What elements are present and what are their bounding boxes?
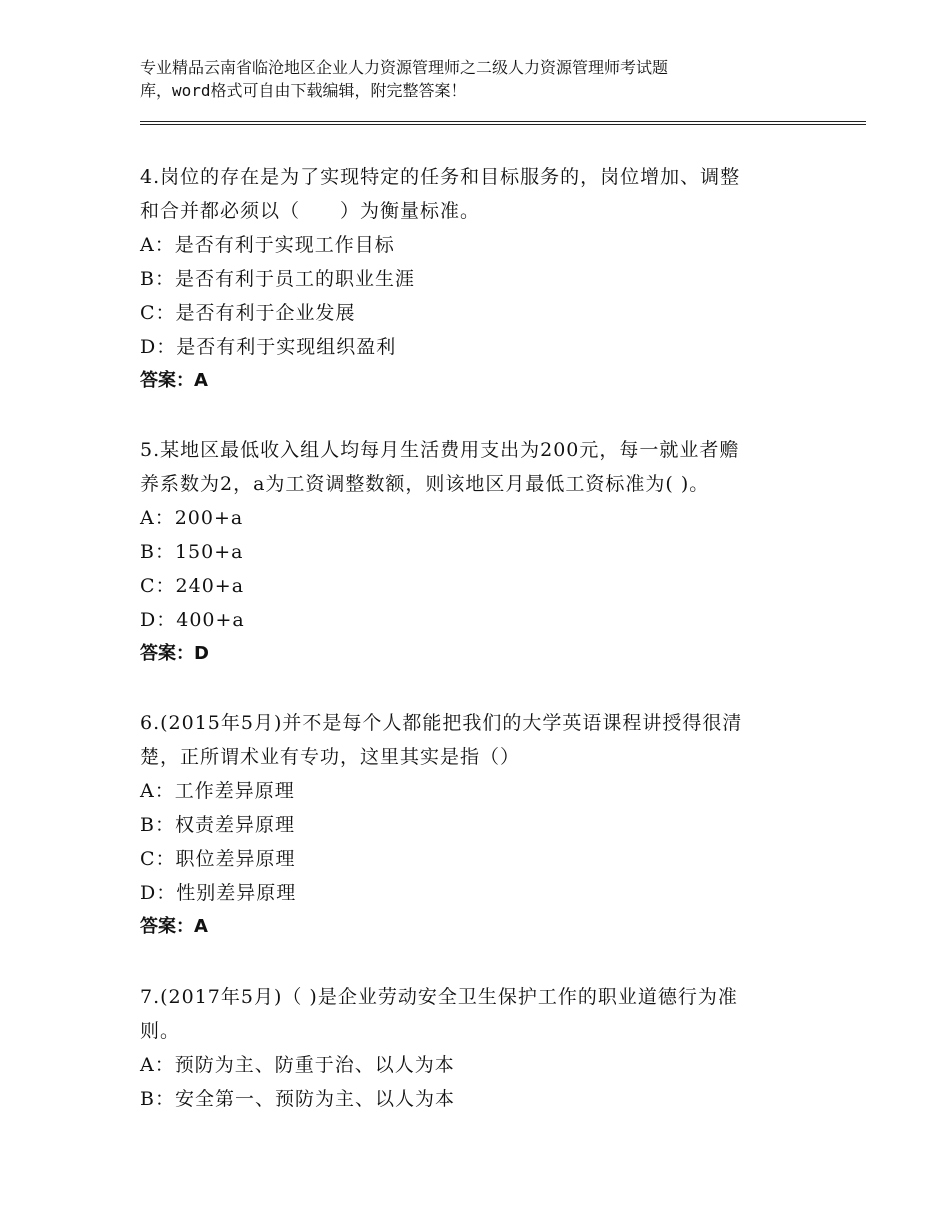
question-6 bbox=[140, 706, 820, 944]
question-stem-line-2: 养系数为2，a为工资调整数额，则该地区月最低工资标准为( )。 bbox=[140, 473, 710, 495]
header-divider-bottom bbox=[140, 124, 866, 125]
answer-label: 答案：D bbox=[140, 643, 209, 664]
option-d: D：性别差异原理 bbox=[140, 882, 297, 904]
option-c: C：是否有利于企业发展 bbox=[140, 302, 356, 324]
option-b: B：150+a bbox=[140, 541, 244, 563]
question-stem-line-1: 7.(2017年5月)（ )是企业劳动安全卫生保护工作的职业道德行为准 bbox=[140, 986, 738, 1008]
option-b: B：安全第一、预防为主、以人为本 bbox=[140, 1088, 455, 1110]
question-stem-line-2: 则。 bbox=[140, 1020, 181, 1042]
document-header bbox=[140, 56, 840, 102]
question-stem-line-2: 楚，正所谓术业有专功，这里其实是指（） bbox=[140, 746, 521, 768]
header-line-1: 专业精品云南省临沧地区企业人力资源管理师之二级人力资源管理师考试题 bbox=[140, 58, 669, 77]
option-d: D：是否有利于实现组织盈利 bbox=[140, 336, 397, 358]
option-a: A：200+a bbox=[140, 507, 244, 529]
option-a: A：预防为主、防重于治、以人为本 bbox=[140, 1054, 455, 1076]
option-a: A：是否有利于实现工作目标 bbox=[140, 234, 395, 256]
question-stem-line-1: 4.岗位的存在是为了实现特定的任务和目标服务的，岗位增加、调整 bbox=[140, 166, 741, 188]
question-stem-line-1: 5.某地区最低收入组人均每月生活费用支出为200元，每一就业者赡 bbox=[140, 439, 740, 461]
option-c: C：240+a bbox=[140, 575, 245, 597]
question-stem-line-1: 6.(2015年5月)并不是每个人都能把我们的大学英语课程讲授得很清 bbox=[140, 712, 743, 734]
question-stem-line-2: 和合并都必须以（ ）为衡量标准。 bbox=[140, 200, 481, 222]
header-line-2: 库，word格式可自由下载编辑，附完整答案！ bbox=[140, 81, 467, 100]
option-b: B：是否有利于员工的职业生涯 bbox=[140, 268, 415, 290]
header-divider-top bbox=[140, 121, 866, 122]
option-b: B：权责差异原理 bbox=[140, 814, 295, 836]
question-5 bbox=[140, 433, 820, 671]
answer-label: 答案：A bbox=[140, 916, 208, 937]
answer-label: 答案：A bbox=[140, 370, 208, 391]
option-c: C：职位差异原理 bbox=[140, 848, 296, 870]
option-a: A：工作差异原理 bbox=[140, 780, 295, 802]
question-7 bbox=[140, 980, 820, 1116]
question-4 bbox=[140, 160, 820, 398]
option-d: D：400+a bbox=[140, 609, 245, 631]
